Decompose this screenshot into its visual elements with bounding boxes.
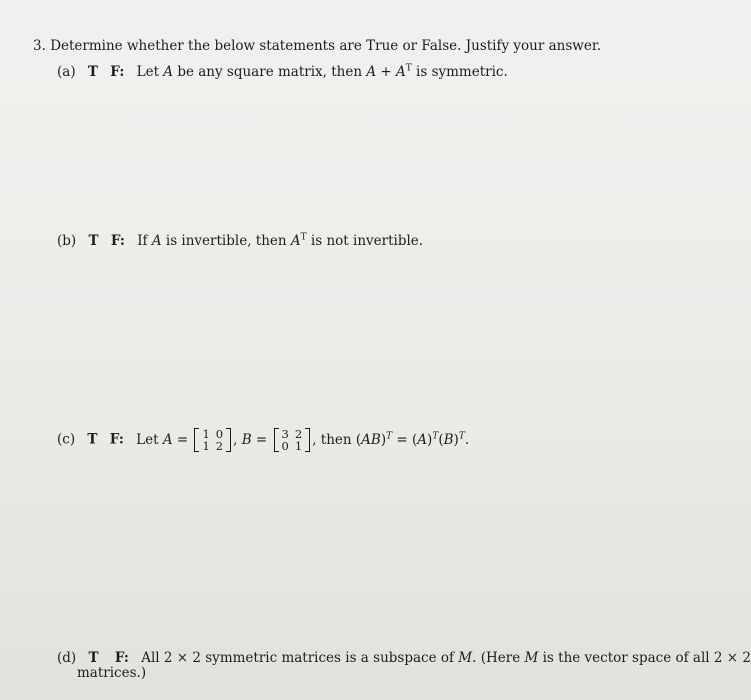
part-a-true-option[interactable]: T: [87, 64, 98, 80]
part-b-statement: If A is invertible, then $A^T$ is not invertible.: [137, 232, 424, 249]
part-d-continuation: matrices.): [77, 665, 147, 681]
matrix-b: 3 2 0 1: [274, 428, 311, 452]
part-b-true-option[interactable]: T: [88, 233, 99, 249]
part-d-false-option[interactable]: F:: [114, 650, 129, 666]
question-prompt: Determine whether the below statements are True or False. Justify your answer.: [50, 38, 602, 54]
part-d: [57, 650, 751, 666]
part-b-label: (b): [57, 233, 77, 249]
matrix-a: 1 0 1 2: [194, 428, 231, 452]
part-c-statement: Let A = 1 0 1 2 , B = 3 2 0 1 , then $(AB)^T = (A)^T(B)^T$.: [136, 427, 470, 453]
part-a-label: (a): [57, 64, 76, 80]
part-b: [57, 233, 423, 249]
part-d-true-option[interactable]: T: [88, 650, 99, 666]
part-a-statement: Let A be any square matrix, then $A + A^T$ is symmetric.: [136, 63, 508, 80]
part-d-statement: All 2 × 2 symmetric matrices is a subspace of M. (Here M is the vector space of all 2 × 2: [141, 650, 751, 666]
part-c: [57, 428, 469, 452]
part-a-false-option[interactable]: F:: [110, 64, 125, 80]
part-a: [57, 64, 508, 80]
question-number: 3.: [33, 38, 46, 54]
part-c-label: (c): [57, 431, 76, 448]
part-b-false-option[interactable]: F:: [110, 233, 125, 249]
part-c-false-option[interactable]: F:: [109, 431, 124, 448]
part-d-label: (d): [57, 650, 77, 666]
part-c-true-option[interactable]: T: [87, 431, 98, 448]
question-title: [33, 38, 601, 54]
